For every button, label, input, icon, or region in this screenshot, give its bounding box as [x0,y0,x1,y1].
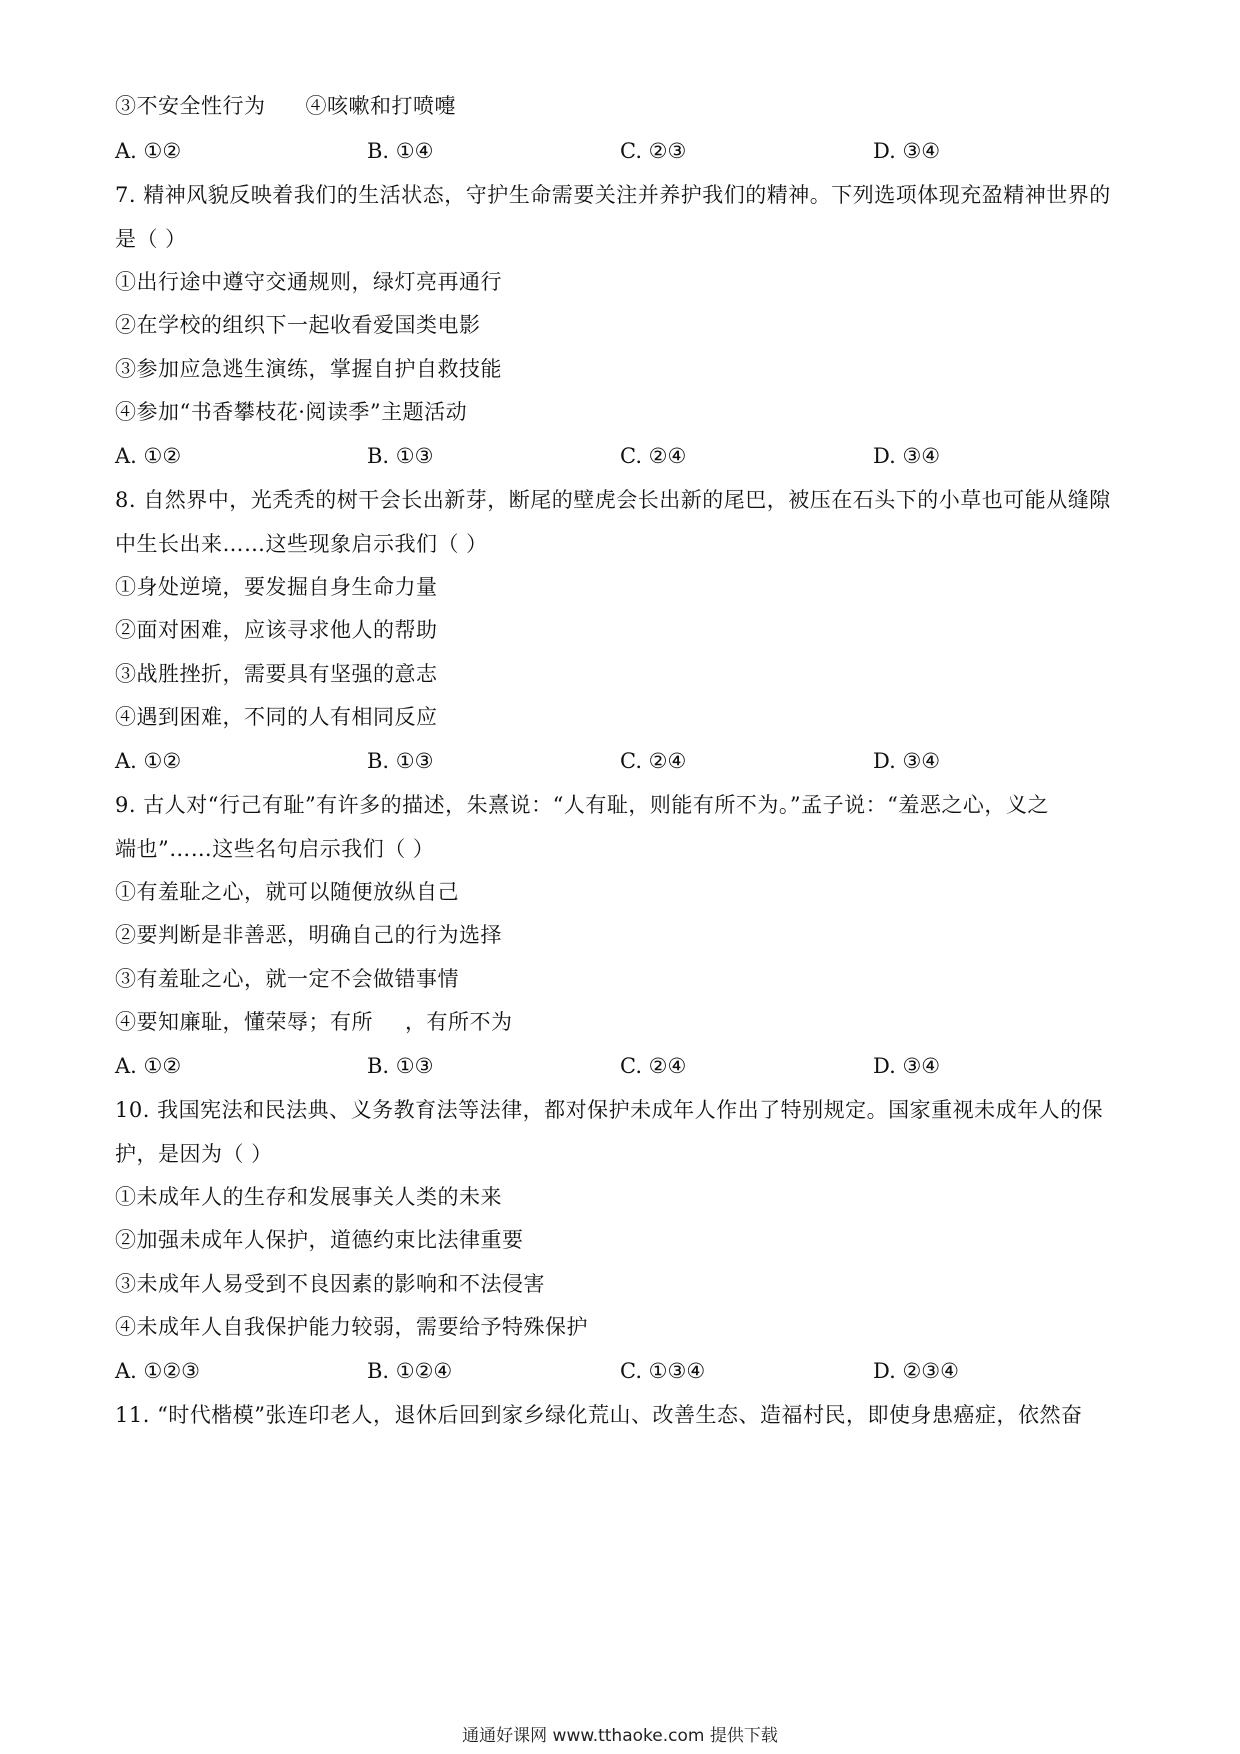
q10-option-a[interactable]: A. ①②③ [115,1359,200,1383]
q8-stem-line-2: 中生长出来……这些现象启示我们（ ） [115,532,488,556]
q8-option-c[interactable]: C. ②④ [620,749,687,773]
q7-option-d[interactable]: D. ③④ [873,444,941,468]
q10-stem-line-2: 护，是因为（ ） [115,1142,273,1166]
q9-stem-line-1: 9. 古人对“行己有耻”有许多的描述，朱熹说：“人有耻，则能有所不为。”孟子说：“羞恶之心，义之 [115,793,1049,817]
q10-item-1: ①未成年人的生存和发展事关人类的未来 [115,1185,502,1209]
q10-stem-line-1: 10. 我国宪法和民法典、义务教育法等法律，都对保护未成年人作出了特别规定。国家重视未成年人的保 [115,1098,1104,1122]
q7-option-b[interactable]: B. ①③ [367,444,434,468]
q6-option-d[interactable]: D. ③④ [873,139,941,163]
q9-item-1: ①有羞耻之心，就可以随便放纵自己 [115,880,459,904]
q7-item-1: ①出行途中遵守交通规则，绿灯亮再通行 [115,270,502,294]
q9-stem-line-2: 端也”……这些名句启示我们（ ） [115,837,435,861]
q10-option-b[interactable]: B. ①②④ [367,1359,453,1383]
q8-item-4: ④遇到困难，不同的人有相同反应 [115,705,438,729]
q6-options [115,136,1015,166]
q9-options [115,1051,1015,1081]
q9-option-d[interactable]: D. ③④ [873,1054,941,1078]
q8-options [115,746,1015,776]
q8-option-b[interactable]: B. ①③ [367,749,434,773]
q7-option-a[interactable]: A. ①② [115,444,182,468]
q7-item-3: ③参加应急逃生演练，掌握自护自救技能 [115,357,502,381]
q9-item-3: ③有羞耻之心，就一定不会做错事情 [115,967,459,991]
q6-option-c[interactable]: C. ②③ [620,139,687,163]
q9-item-4 [115,1007,513,1037]
q6-item-4: ④咳嗽和打喷嚏 [305,94,456,118]
q9-item-2: ②要判断是非善恶，明确自己的行为选择 [115,923,502,947]
q10-item-3: ③未成年人易受到不良因素的影响和不法侵害 [115,1272,545,1296]
q6-items-row [115,91,456,121]
q10-option-c[interactable]: C. ①③④ [620,1359,706,1383]
q8-stem-line-1: 8. 自然界中，光秃秃的树干会长出新芽，断尾的壁虎会长出新的尾巴，被压在石头下的小草也可能从缝隙 [115,488,1111,512]
q10-item-2: ②加强未成年人保护，道德约束比法律重要 [115,1228,524,1252]
q10-option-d[interactable]: D. ②③④ [873,1359,959,1383]
q8-item-1: ①身处逆境，要发掘自身生命力量 [115,575,438,599]
q7-stem-line-2: 是（ ） [115,227,187,251]
q7-stem-line-1: 7. 精神风貌反映着我们的生活状态，守护生命需要关注并养护我们的精神。下列选项体现充盈精神世界的 [115,183,1111,207]
q6-item-3: ③不安全性行为 [115,94,266,118]
q7-item-2: ②在学校的组织下一起收看爱国类电影 [115,313,481,337]
q7-option-c[interactable]: C. ②④ [620,444,687,468]
q6-option-b[interactable]: B. ①④ [367,139,434,163]
q7-options [115,441,1015,471]
q9-option-c[interactable]: C. ②④ [620,1054,687,1078]
q11-stem-line-1: 11. “时代楷模”张连印老人，退休后回到家乡绿化荒山、改善生态、造福村民，即使身患癌症，依然奋 [115,1403,1083,1427]
q8-option-a[interactable]: A. ①② [115,749,182,773]
q6-option-a[interactable]: A. ①② [115,139,182,163]
q8-option-d[interactable]: D. ③④ [873,749,941,773]
q7-item-4: ④参加“书香攀枝花·阅读季”主题活动 [115,400,468,424]
q9-item-4-part-b: ，有所不为 [405,1010,513,1034]
q9-option-a[interactable]: A. ①② [115,1054,182,1078]
q9-item-4-part-a: ④要知廉耻，懂荣辱；有所 [115,1010,373,1034]
q10-options [115,1356,1015,1386]
q10-item-4: ④未成年人自我保护能力较弱，需要给予特殊保护 [115,1315,588,1339]
q8-item-3: ③战胜挫折，需要具有坚强的意志 [115,662,438,686]
page-footer: 通通好课网 www.tthaoke.com 提供下载 [462,1726,778,1746]
q9-option-b[interactable]: B. ①③ [367,1054,434,1078]
q8-item-2: ②面对困难，应该寻求他人的帮助 [115,618,438,642]
